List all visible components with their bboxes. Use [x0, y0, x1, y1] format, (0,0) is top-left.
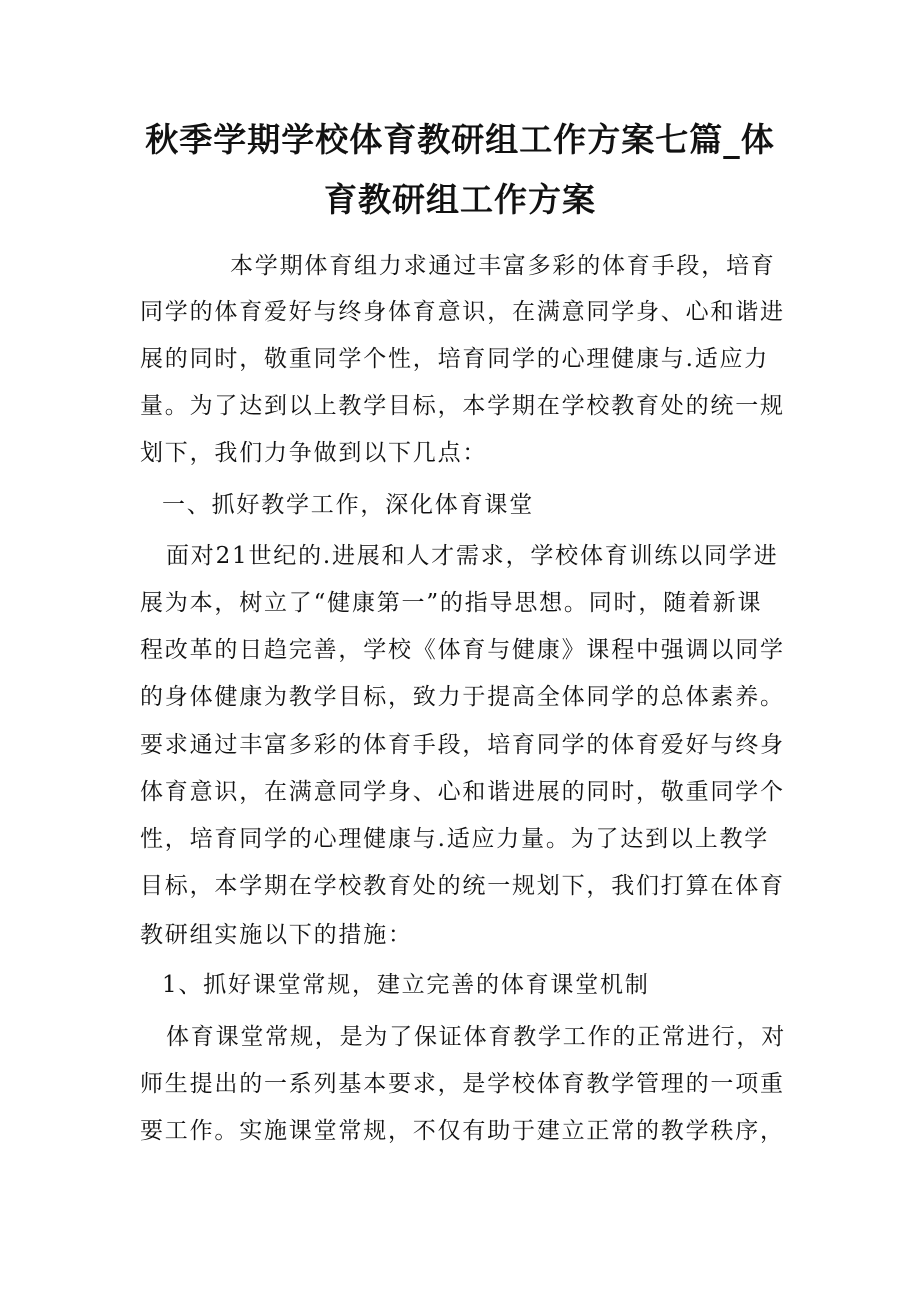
- paragraph-line: 展为本，树立了“健康第一”的指导思想。同时，随着新课: [140, 590, 763, 616]
- paragraph-line: 展的同时，敬重同学个性，培育同学的心理健康与.适应力: [140, 346, 770, 372]
- paragraph-line: 师生提出的一系列基本要求，是学校体育教学管理的一项重: [140, 1071, 785, 1097]
- paragraph-line: 同学的体育爱好与终身体育意识，在满意同学身、心和谐进: [140, 299, 785, 325]
- paragraph-line: 要工作。实施课堂常规，不仅有助于建立正常的教学秩序，: [140, 1118, 785, 1144]
- section-heading: 1、抓好课堂常规，建立完善的体育课堂机制: [162, 972, 650, 998]
- paragraph-line: 目标，本学期在学校教育处的统一规划下，我们打算在体育: [140, 873, 785, 899]
- paragraph-line: 量。为了达到以上教学目标，本学期在学校教育处的统一规: [140, 393, 785, 419]
- paragraph-line: 程改革的日趋完善，学校《体育与健康》课程中强调以同学: [140, 637, 785, 663]
- document-title-line-1: 秋季学期学校体育教研组工作方案七篇_体: [145, 120, 775, 159]
- paragraph-line: 本学期体育组力求通过丰富多彩的体育手段，培育: [230, 253, 776, 279]
- paragraph-line: 体育课堂常规，是为了保证体育教学工作的正常进行，对: [166, 1024, 786, 1050]
- paragraph-line: 教研组实施以下的措施：: [140, 922, 413, 948]
- paragraph-line: 性，培育同学的心理健康与.适应力量。为了达到以上教学: [140, 826, 770, 852]
- document-title-line-2: 育教研组工作方案: [324, 180, 596, 219]
- paragraph-line: 面对21世纪的.进展和人才需求，学校体育训练以同学进: [166, 543, 779, 569]
- paragraph-line: 划下，我们力争做到以下几点：: [140, 440, 488, 466]
- paragraph-line: 的身体健康为教学目标，致力于提高全体同学的总体素养。: [140, 684, 785, 710]
- section-heading: 一、抓好教学工作，深化体育课堂: [162, 492, 534, 518]
- paragraph-line: 要求通过丰富多彩的体育手段，培育同学的体育爱好与终身: [140, 732, 785, 758]
- paragraph-line: 体育意识，在满意同学身、心和谐进展的同时，敬重同学个: [140, 779, 785, 805]
